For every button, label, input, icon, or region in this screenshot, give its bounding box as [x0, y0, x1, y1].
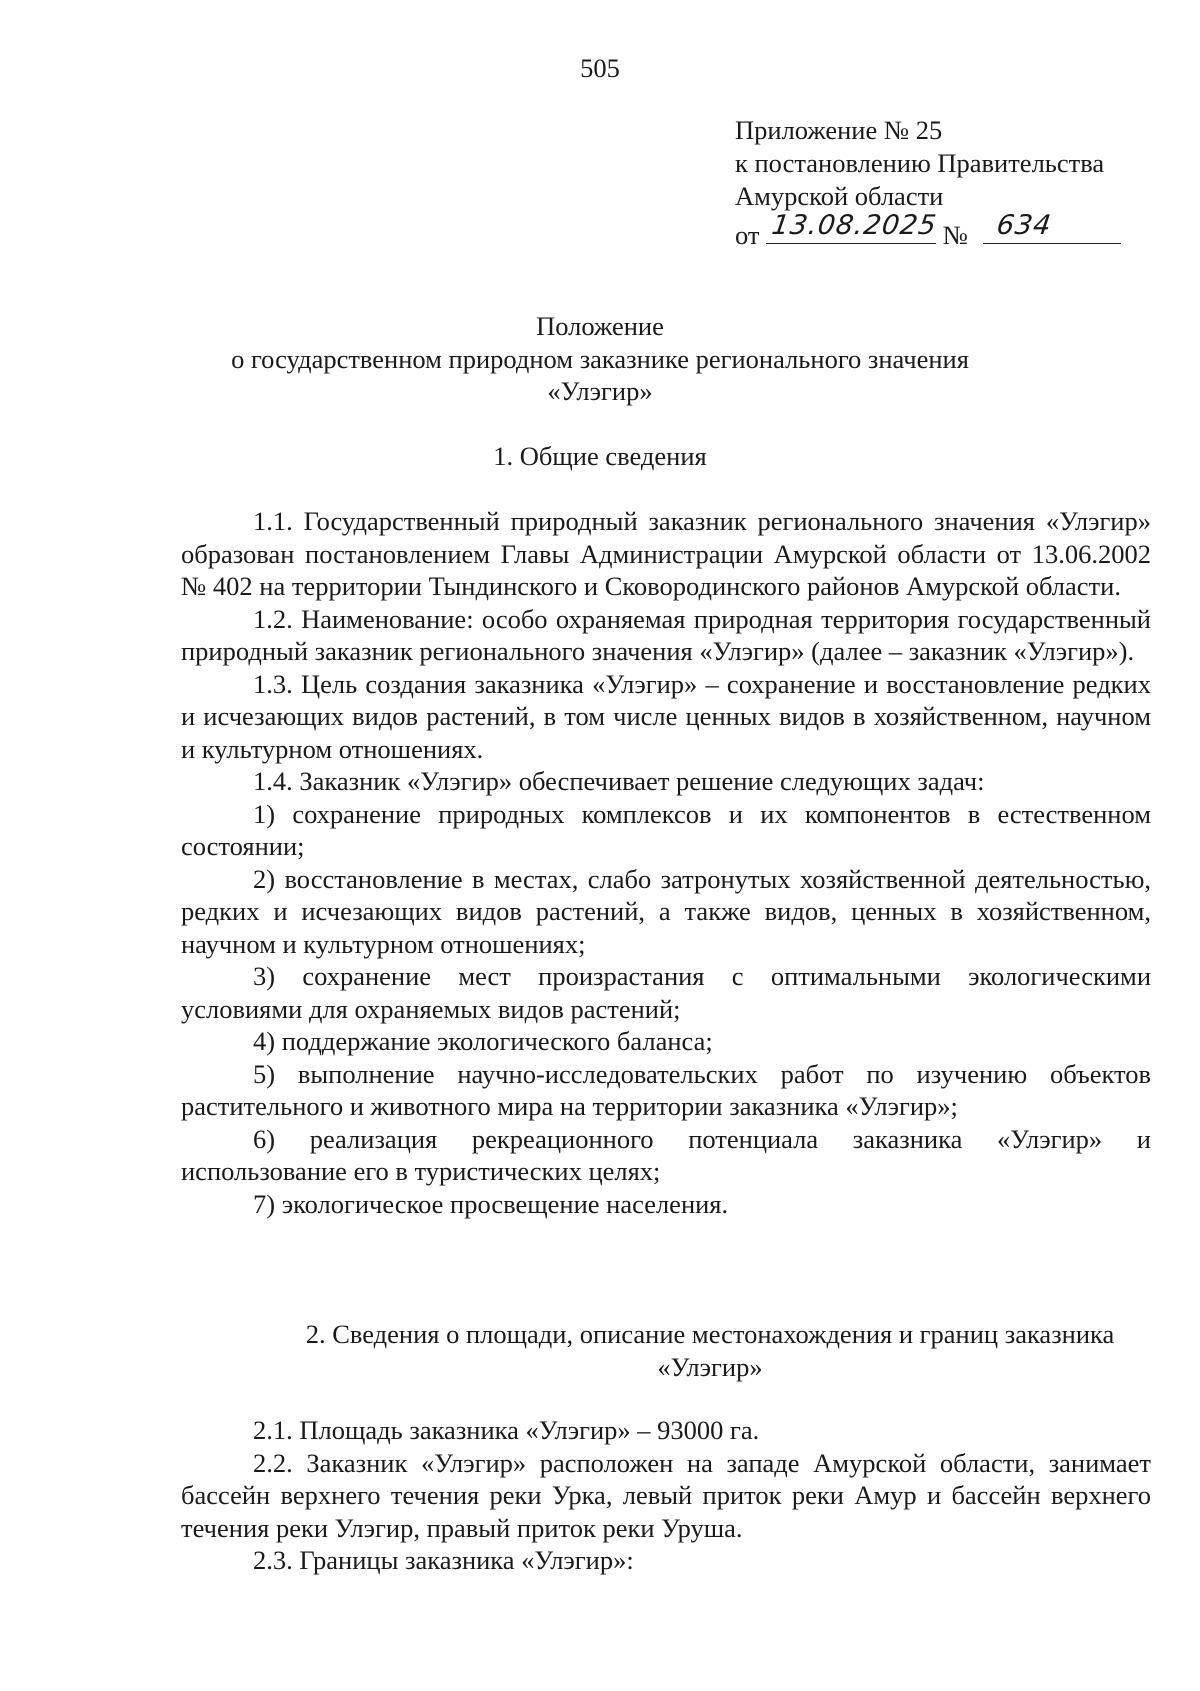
document-title: [0, 310, 1200, 408]
section-2-heading: [210, 1318, 1200, 1383]
paragraph-1-2: 1.2. Наименование: особо охраняемая природная территория государственный природный заказник регионального значения «Улэгир» (далее – заказник «Улэгир»).: [181, 603, 1151, 666]
section-2-heading-line-1: 2. Сведения о площади, описание местонахождения и границ заказника: [305, 1319, 1115, 1349]
from-label: от: [735, 220, 760, 250]
paragraph-1-1: 1.1. Государственный природный заказник регионального значения «Улэгир» образован постановлением Главы Администрации Амурской области от 13.06.2002 № 402 на территории Тындинского и Сковородинского районов Амурской области.: [181, 506, 1151, 601]
title-line-3: «Улэгир»: [547, 376, 653, 406]
appendix-block: [735, 114, 1145, 250]
title-line-2: о государственном природном заказнике регионального значения: [231, 343, 969, 374]
section-2-body: [181, 1414, 1151, 1577]
appendix-line-2: к постановлению Правительства: [735, 148, 1105, 178]
task-item-6: 6) реализация рекреационного потенциала заказника «Улэгир» и использование его в туристических целях;: [181, 1123, 1151, 1186]
section-2-heading-line-2: «Улэгир»: [657, 1351, 763, 1382]
appendix-date-number-line: [735, 210, 1145, 250]
date-blank: [766, 210, 939, 244]
handwritten-date: 13.08.2025: [769, 210, 939, 241]
task-item-3: 3) сохранение мест произрастания с оптимальными экологическими условиями для охраняемых видов растений;: [181, 961, 1151, 1024]
paragraph-2-2: 2.2. Заказник «Улэгир» расположен на западе Амурской области, занимает бассейн верхнего течения реки Урка, левый приток реки Амур и бассейн верхнего течения реки Улэгир, правый приток реки Уруша.: [181, 1447, 1151, 1543]
paragraph-2-1: 2.1. Площадь заказника «Улэгир» – 93000 га.: [253, 1415, 760, 1445]
appendix-line-1: Приложение № 25: [735, 115, 943, 145]
task-item-2: 2) восстановление в местах, слабо затронутых хозяйственной деятельностью, редких и исчезающих видов растений, а также видов, ценных в хозяйственном, научном и культурном отношениях;: [181, 863, 1151, 959]
task-item-4: 4) поддержание экологического баланса;: [253, 1026, 713, 1056]
appendix-line-3: Амурской области: [735, 181, 944, 211]
paragraph-1-3: 1.3. Цель создания заказника «Улэгир» – сохранение и восстановление редких и исчезающих видов растений, в том числе ценных видов в хозяйственном, научном и культурном отношениях.: [181, 668, 1151, 764]
handwritten-number: 634: [994, 210, 1054, 241]
task-item-7: 7) экологическое просвещение населения.: [253, 1188, 729, 1219]
title-line-1: Положение: [536, 311, 664, 341]
task-item-1: 1) сохранение природных комплексов и их компонентов в естественном состоянии;: [181, 798, 1151, 861]
paragraph-2-3: 2.3. Границы заказника «Улэгир»:: [253, 1545, 634, 1575]
section-1-body: [181, 505, 1151, 1220]
section-1-heading: 1. Общие сведения: [493, 441, 707, 471]
number-blank: [983, 210, 1121, 244]
number-label: №: [942, 220, 969, 250]
page-number: 505: [580, 53, 620, 83]
task-item-5: 5) выполнение научно-исследовательских работ по изучению объектов растительного и животного мира на территории заказника «Улэгир»;: [181, 1058, 1151, 1121]
paragraph-1-4: 1.4. Заказник «Улэгир» обеспечивает решение следующих задач:: [253, 766, 985, 796]
